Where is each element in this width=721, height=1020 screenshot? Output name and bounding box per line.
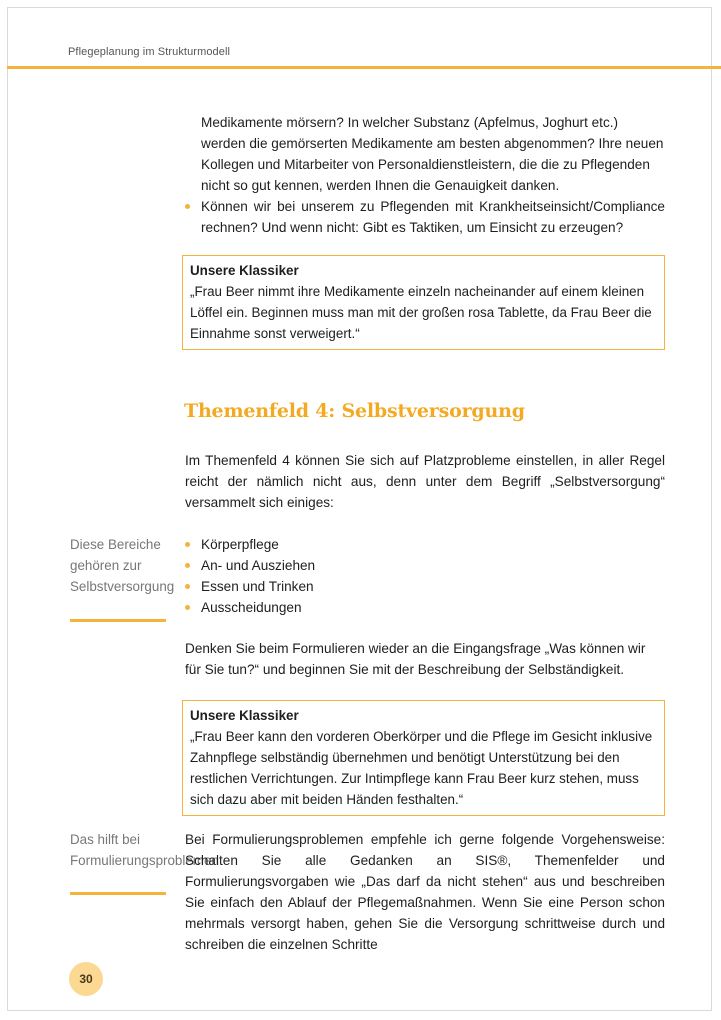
klassiker-quote: „Frau Beer kann den vorderen Oberkörper und die Pflege im Gesicht inklusive Zahnpflege selbständig übernehmen und benötigt Unterstützung bei den restlichen Verrichtungen. Zur Intimpflege kann Frau Beer kurz stehen, muss sich dazu aber mit beiden Händen festhalten.“	[190, 729, 653, 807]
page-number-badge: 30	[69, 962, 103, 996]
section-intro-paragraph: Im Themenfeld 4 können Sie sich auf Platzprobleme einstellen, in aller Regel reicht der nämlich nicht aus, denn unter dem Begriff „Selbstversorgung“ versammelt sich einiges:	[185, 453, 665, 510]
bullet-text: Können wir bei unserem zu Pflegenden mit Krankheitseinsicht/Compliance rechnen? Und wenn nicht: Gibt es Taktiken, um Einsicht zu erzeugen?	[201, 199, 665, 235]
closing-paragraph: Bei Formulierungsproblemen empfehle ich gerne folgende Vorgehensweise: Schalten Sie alle Gedanken an SIS®, Themenfelder und Formulierungsvorgaben wie „Das darf da nicht stehen“ aus und beschreiben Sie einfach den Ablauf der Pflegemaßnahmen. Wenn Sie eine Person schon mehrmals versorgt haben, gehen Sie die Versorgung schrittweise durch und schreiben die einzelnen Schritte	[185, 832, 665, 952]
running-head: Pflegeplanung im Strukturmodell	[68, 46, 231, 58]
margin-note-formulierung: Das hilft bei Formulierungsproblemen	[70, 832, 219, 868]
bullet-dot-icon	[185, 584, 190, 589]
margin-note-selbstversorgung: Diese Bereiche gehören zur Selbstversorgung	[70, 537, 175, 594]
list-item-text: Ausscheidungen	[201, 600, 302, 615]
bullet-dot-icon	[185, 204, 190, 209]
list-item-text: Körperpflege	[201, 537, 279, 552]
intro-bullet-list	[185, 196, 665, 238]
klassiker-box-2	[182, 700, 665, 816]
section-heading: Themenfeld 4: Selbstversorgung	[184, 400, 525, 422]
section-paragraph-2: Denken Sie beim Formulieren wieder an die Eingangsfrage „Was können wir für Sie tun?“ und beginnen Sie mit der Beschreibung der Selbständigkeit.	[185, 641, 646, 677]
list-item-text: An- und Ausziehen	[201, 558, 316, 573]
list-item	[185, 534, 665, 555]
bullet-dot-icon	[185, 605, 190, 610]
continued-paragraph: Medikamente mörsern? In welcher Substanz (Apfelmus, Joghurt etc.) werden die gemörserten Medikamente am besten abgenommen? Ihre neuen Kollegen und Mitarbeiter von Personaldienstleistern, die die zu Pflegenden nicht so gut kennen, werden Ihnen die Genauigkeit danken.	[201, 115, 664, 193]
selbstversorgung-list	[185, 534, 665, 618]
list-item-text: Essen und Trinken	[201, 579, 314, 594]
klassiker-quote: „Frau Beer nimmt ihre Medikamente einzeln nacheinander auf einem kleinen Löffel ein. Beginnen muss man mit der großen rosa Tablette, da Frau Beer die Einnahme sonst verweigert.“	[190, 284, 652, 341]
margin-note-rule	[70, 619, 166, 622]
bullet-dot-icon	[185, 542, 190, 547]
list-item	[185, 196, 665, 238]
klassiker-title: Unsere Klassiker	[190, 708, 299, 723]
klassiker-box-1	[182, 255, 665, 350]
margin-note-rule	[70, 892, 166, 895]
list-item	[185, 597, 665, 618]
klassiker-title: Unsere Klassiker	[190, 263, 299, 278]
bullet-dot-icon	[185, 563, 190, 568]
header-rule	[7, 66, 721, 69]
list-item	[185, 555, 665, 576]
list-item	[185, 576, 665, 597]
